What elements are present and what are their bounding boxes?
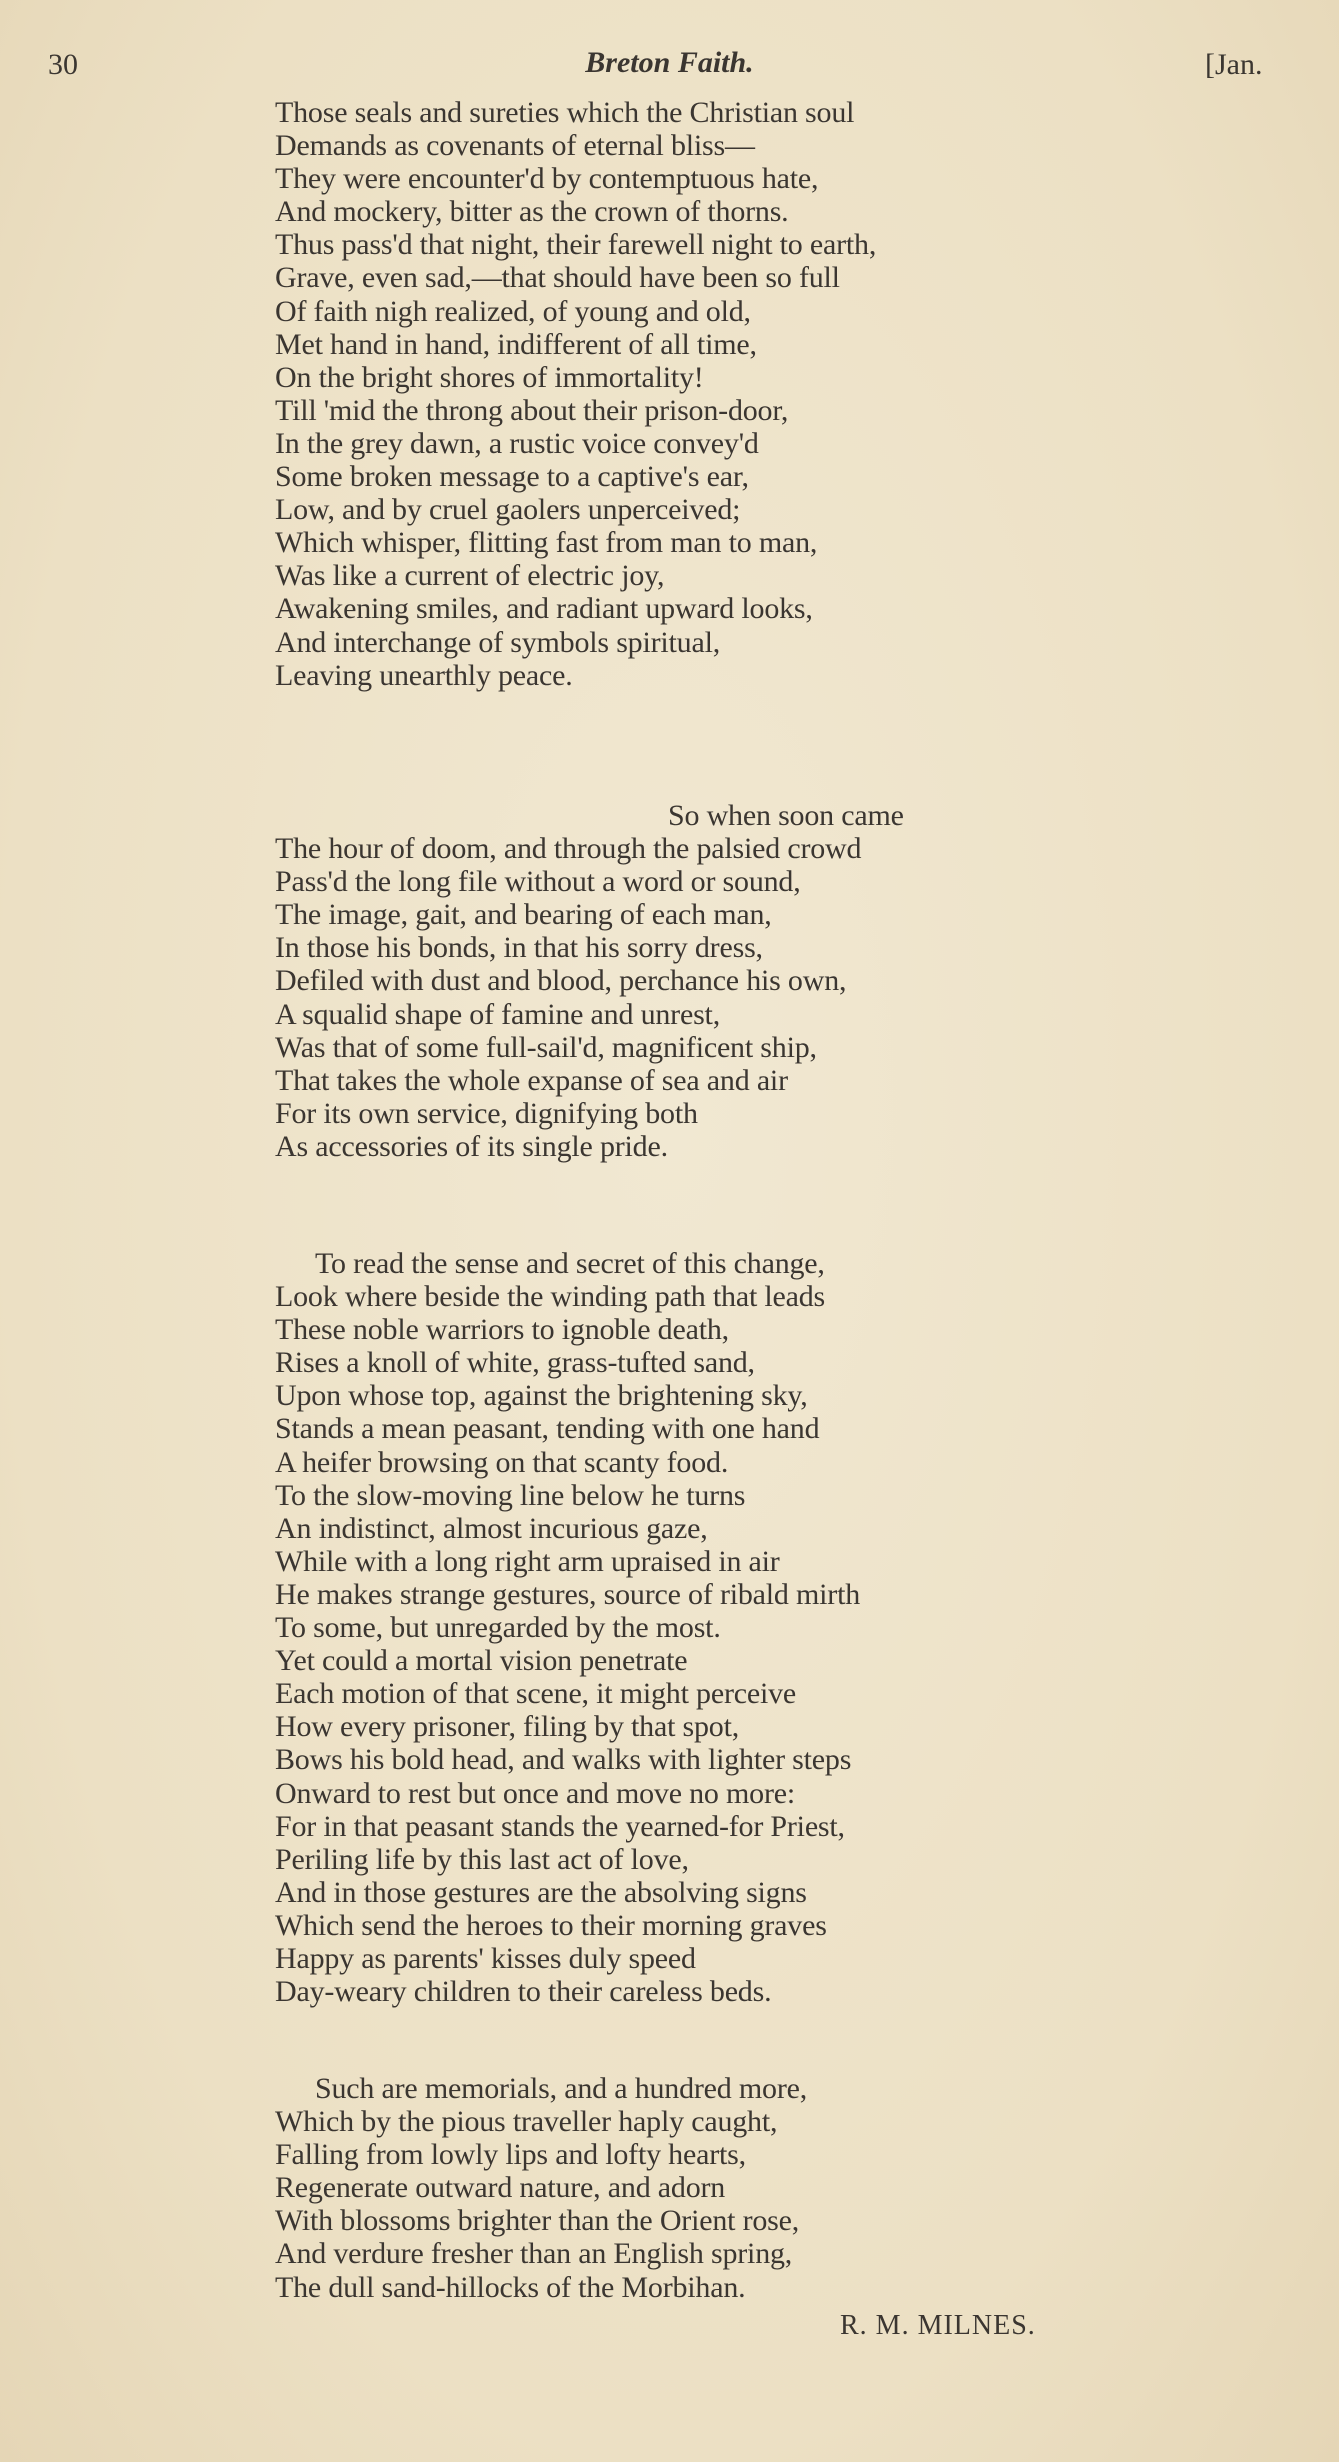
poem-line: Look where beside the winding path that leads <box>275 1280 826 1314</box>
poem-line: Regenerate outward nature, and adorn <box>275 2171 726 2205</box>
poem-line: Onward to rest but once and move no more: <box>275 1776 795 1810</box>
stanza-4 <box>275 2072 1275 2304</box>
poem-line: Till 'mid the throng about their prison-door, <box>275 393 789 427</box>
poem-line: To read the sense and secret of this change, <box>315 1247 825 1280</box>
poem-line: For its own service, dignifying both <box>275 1096 698 1130</box>
poem-line: Which whisper, flitting fast from man to man, <box>275 526 818 560</box>
poem-line: A squalid shape of famine and unrest, <box>275 997 720 1031</box>
poem-line: He makes strange gestures, source of ribald mirth <box>275 1577 861 1611</box>
poem-line: And interchange of symbols spiritual, <box>275 625 721 659</box>
poem-line: The dull sand-hillocks of the Morbihan. <box>275 2270 746 2304</box>
poem-line: They were encounter'd by contemptuous hate, <box>275 162 819 196</box>
poem-line: Happy as parents' kisses duly speed <box>275 1941 696 1975</box>
poem-line: Yet could a mortal vision penetrate <box>275 1644 688 1678</box>
poem-line: Which by the pious traveller haply caught, <box>275 2105 778 2139</box>
poem-line: Bows his bold head, and walks with lighter steps <box>275 1743 852 1777</box>
poem-line: Such are memorials, and a hundred more, <box>315 2072 808 2105</box>
stanza-3 <box>275 1247 1275 2008</box>
poem-line: With blossoms brighter than the Orient rose, <box>275 2204 800 2238</box>
running-month: [Jan. <box>1205 48 1263 81</box>
running-title: Breton Faith. <box>585 46 754 79</box>
poem-line: A heifer browsing on that scanty food. <box>275 1445 729 1479</box>
poem-line: An indistinct, almost incurious gaze, <box>275 1511 708 1545</box>
poem-line: In the grey dawn, a rustic voice convey'd <box>275 426 759 460</box>
poem-line: That takes the whole expanse of sea and air <box>275 1063 788 1097</box>
poem-line: Periling life by this last act of love, <box>275 1842 689 1876</box>
poem-line: The image, gait, and bearing of each man, <box>275 898 772 932</box>
poem-line: Pass'd the long file without a word or sound, <box>275 865 801 899</box>
poem-line: The hour of doom, and through the palsied crowd <box>275 832 862 866</box>
poem-line: How every prisoner, filing by that spot, <box>275 1710 740 1744</box>
poem-line: Thus pass'd that night, their farewell night to earth, <box>275 228 877 262</box>
poem-line: Of faith nigh realized, of young and old, <box>275 294 751 328</box>
poem-line: In those his bonds, in that his sorry dress, <box>275 931 763 965</box>
poem-line: Met hand in hand, indifferent of all time, <box>275 327 757 361</box>
poem-line: Demands as covenants of eternal bliss— <box>275 129 755 163</box>
poem-line: So when soon came <box>668 799 904 832</box>
poem-line: While with a long right arm upraised in air <box>275 1544 780 1578</box>
poem-line: To some, but unregarded by the most. <box>275 1611 721 1645</box>
stanza-1 <box>275 96 1275 692</box>
poem-line: Those seals and sureties which the Christian soul <box>275 96 855 129</box>
author-signature: R. M. MILNES. <box>840 2310 1036 2341</box>
poem-line: To the slow-moving line below he turns <box>275 1478 746 1512</box>
poem-line: Falling from lowly lips and lofty hearts, <box>275 2138 746 2172</box>
poem-line: Awakening smiles, and radiant upward looks, <box>275 592 813 626</box>
poem-line: Rises a knoll of white, grass-tufted sand, <box>275 1346 755 1380</box>
poem-line: These noble warriors to ignoble death, <box>275 1313 729 1347</box>
poem-line: And in those gestures are the absolving signs <box>275 1875 807 1909</box>
stanza-2 <box>275 799 1275 1163</box>
poem-line: Was like a current of electric joy, <box>275 559 665 593</box>
poem-line: Which send the heroes to their morning graves <box>275 1908 827 1942</box>
poem-line: Stands a mean peasant, tending with one hand <box>275 1412 820 1446</box>
poem-line: And mockery, bitter as the crown of thorns. <box>275 195 789 229</box>
poem-line: Leaving unearthly peace. <box>275 658 573 692</box>
page-number: 30 <box>48 48 78 81</box>
poem-line: For in that peasant stands the yearned-for Priest, <box>275 1809 845 1843</box>
poem-line: Upon whose top, against the brightening sky, <box>275 1379 808 1413</box>
poem-line: Some broken message to a captive's ear, <box>275 460 749 494</box>
poem-line: Was that of some full-sail'd, magnificent ship, <box>275 1030 817 1064</box>
poem-line: On the bright shores of immortality! <box>275 360 704 394</box>
poem-line: Defiled with dust and blood, perchance his own, <box>275 964 847 998</box>
poem-line: Low, and by cruel gaolers unperceived; <box>275 493 741 527</box>
poem-line: Each motion of that scene, it might perceive <box>275 1677 797 1711</box>
poem-line: Day-weary children to their careless beds. <box>275 1975 772 2009</box>
poem-line: As accessories of its single pride. <box>275 1129 668 1163</box>
poem-line: Grave, even sad,—that should have been so full <box>275 261 840 295</box>
poem-line: And verdure fresher than an English spring, <box>275 2237 793 2271</box>
